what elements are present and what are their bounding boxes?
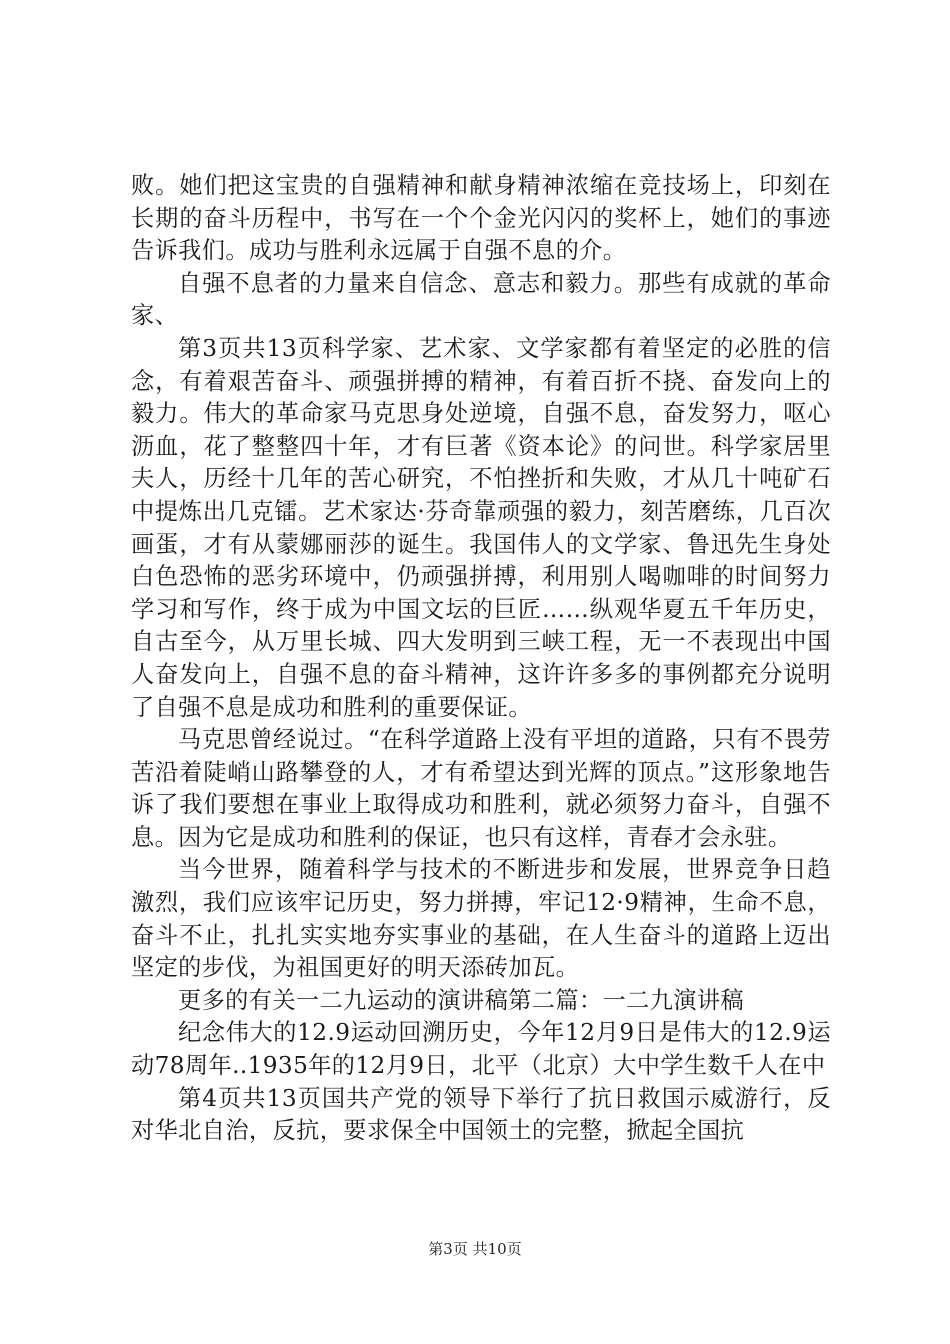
page-number-footer: 第3页 共10页 [428, 1240, 522, 1258]
paragraph-2: 自强不息者的力量来自信念、意志和毅力。那些有成就的革命家、 [131, 269, 831, 330]
document-body [131, 170, 831, 1148]
paragraph-8: 第4页共13页国共产党的领导下举行了抗日救国示威游行，反对华北自治，反抗，要求保全中国领土的完整，掀起全国抗 [131, 1084, 831, 1145]
paragraph-5: 当今世界，随着科学与技术的不断进步和发展，世界竞争日趋激烈，我们应该牢记历史，努力拼搏，牢记12·9精神，生命不息，奋斗不止，扎扎实实地夯实事业的基础，在人生奋斗的道路上迈出坚定的步伐，为祖国更好的明天添砖加瓦。 [131, 856, 831, 982]
paragraph-1: 败。她们把这宝贵的自强精神和献身精神浓缩在竞技场上，印刻在长期的奋斗历程中，书写在一个个金光闪闪的奖杯上，她们的事迹告诉我们。成功与胜利永远属于自强不息的介。 [131, 172, 831, 265]
paragraph-3: 第3页共13页科学家、艺术家、文学家都有着坚定的必胜的信念，有着艰苦奋斗、顽强拼搏的精神，有着百折不挠、奋发向上的毅力。伟大的革命家马克思身处逆境，自强不息，奋发努力，呕心沥血，花了整整四十年，才有巨著《资本论》的问世。科学家居里夫人，历经十几年的苦心研究，不怕挫折和失败，才从几十吨矿石中提炼出几克镭。艺术家达·芬奇靠顽强的毅力，刻苦磨练，几百次画蛋，才有从蒙娜丽莎的诞生。我国伟人的文学家、鲁迅先生身处白色恐怖的恶劣环境中，仍顽强拼搏，利用别人喝咖啡的时间努力学习和写作，终于成为中国文坛的巨匠……纵观华夏五千年历史，自古至今，从万里长城、四大发明到三峡工程，无一不表现出中国人奋发向上，自强不息的奋斗精神，这许许多多的事例都充分说明了自强不息是成功和胜利的重要保证。 [131, 334, 831, 721]
paragraph-4: 马克思曾经说过。“在科学道路上没有平坦的道路，只有不畏劳苦沿着陡峭山路攀登的人，才有希望达到光辉的顶点。”这形象地告诉了我们要想在事业上取得成功和胜利，就必须努力奋斗，自强不息。因为它是成功和胜利的保证，也只有这样，青春才会永驻。 [131, 726, 831, 851]
paragraph-7: 纪念伟大的12.9运动回溯历史，今年12月9日是伟大的12.9运动78周年..1935年的12月9日，北平（北京）大中学生数千人在中 [131, 1019, 831, 1080]
paragraph-6: 更多的有关一二九运动的演讲稿第二篇：一二九演讲稿 [178, 986, 745, 1014]
